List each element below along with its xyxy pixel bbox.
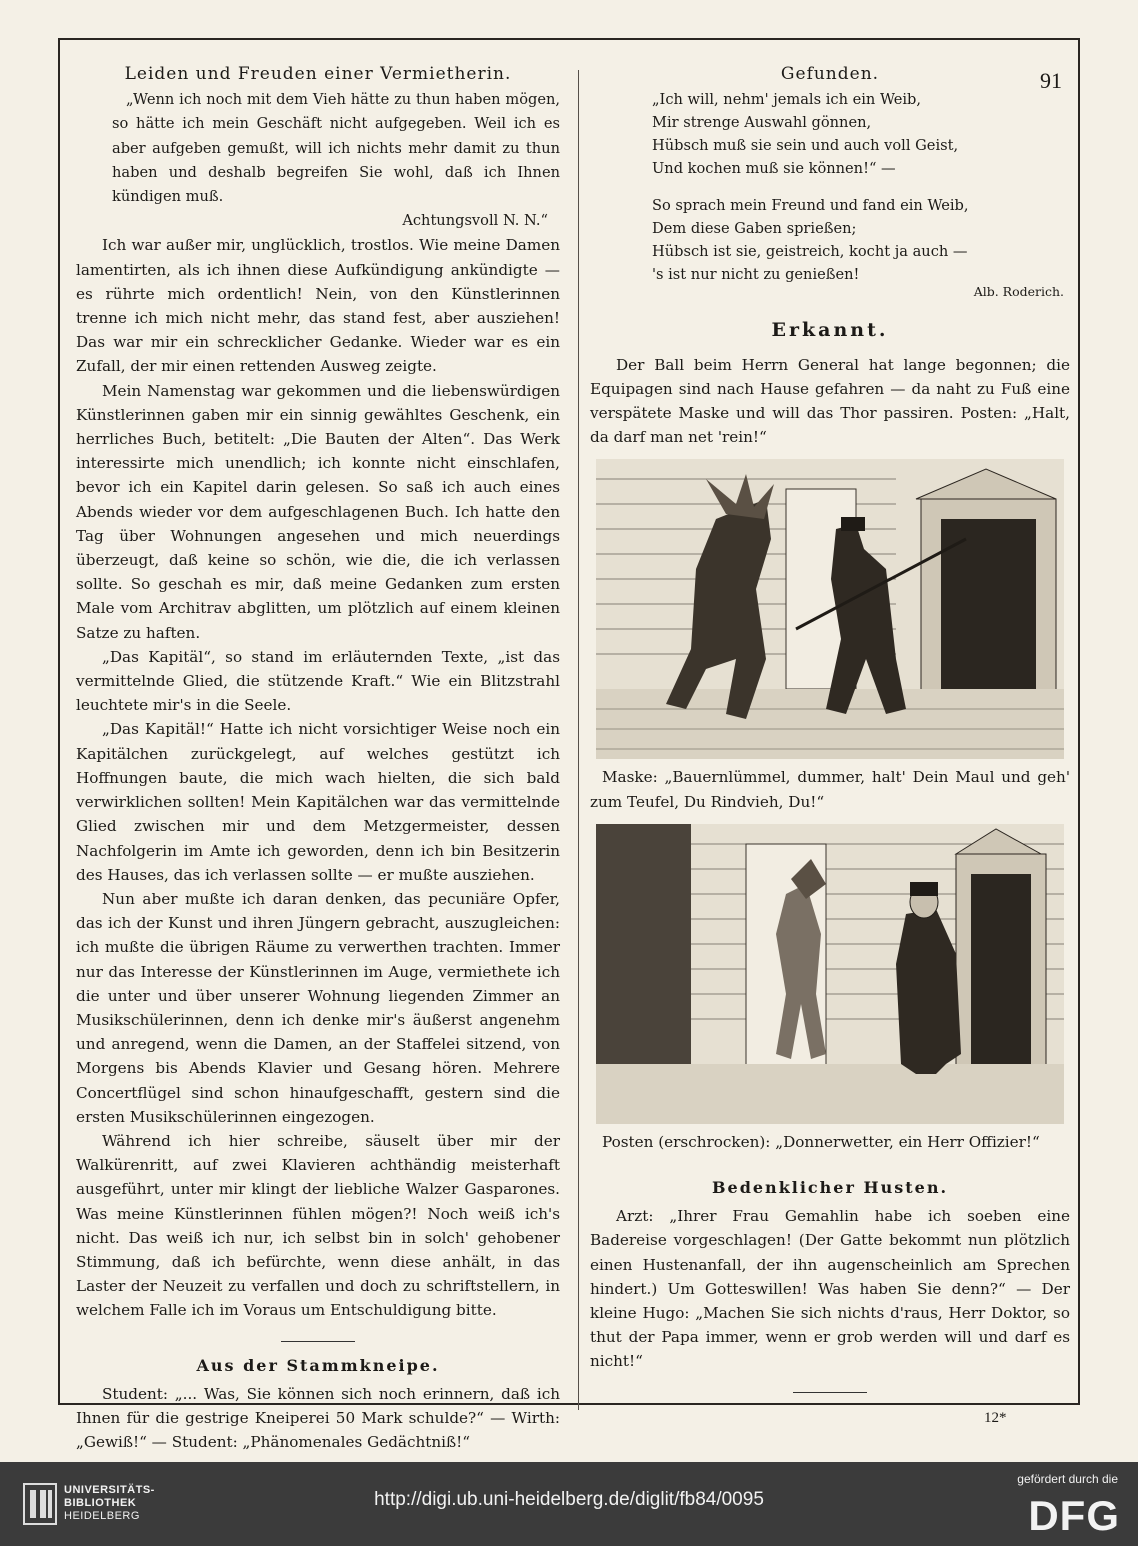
poem-line: So sprach mein Freund und fand ein Weib, — [652, 197, 969, 215]
husten-text: Arzt: „Ihrer Frau Gemahlin habe ich soeben eine Badereise vorgeschlagen! (Der Gatte bekommt nun plötzlich einen Hustenanfall, der ihn augenscheinlich am Sprechen hindert.) Um Gotteswillen! Was haben Sie denn?“ — Der kleine Hugo: „Machen Sie sich nichts d'raus, Herr Doktor, so thut der Papa immer, wenn er grob werden will und darf es nicht!“ — [590, 1207, 1070, 1371]
paragraph: Mein Namenstag war gekommen und die liebenswürdigen Künstlerinnen gaben mir ein sinnig gewähltes Geschenk, ein herrliches Buch, betitelt: „Die Bauten der Alten“. Das Werk interessirte mich unendlich; ich konnte nicht einschlafen, bevor ich ein Kapitel darin gelesen. So saß ich auch eines Abends wieder vor dem aufgeschlagenen Buch. Ich hatte den Tag über Wohnungen angesehen und mich neuerdings überzeugt, daß keine so schön, wie die, die ich verlassen sollte. So geschah es mir, daß meine Gedanken zum ersten Male vom Architrav abglitten, um plötzlich auf einem kleinen Satze zu haften. — [76, 381, 560, 642]
letter-signature: Achtungsvoll N. N.“ — [402, 212, 548, 230]
digital-url-link[interactable]: http://digi.ub.uni-heidelberg.de/diglit/fb84/0095 — [374, 1489, 764, 1510]
stammkneipe-title: Aus der Stammkneipe. — [196, 1355, 440, 1375]
illustration-guard-salutes — [596, 824, 1064, 1124]
poem-line: Mir strenge Auswahl gönnen, — [652, 114, 872, 132]
footer-bar — [0, 1462, 1138, 1546]
erkannt-title: Erkannt. — [771, 319, 889, 342]
running-title-left: Leiden und Freuden einer Vermietherin. — [124, 64, 512, 84]
section-rule — [793, 1392, 867, 1393]
dfg-logo: DFG — [1028, 1492, 1120, 1539]
running-title-right: Gefunden. — [780, 64, 880, 84]
poem-line: Hübsch ist sie, geistreich, kocht ja auch — — [652, 243, 968, 261]
poem-author: Alb. Roderich. — [973, 284, 1064, 300]
right-column — [590, 62, 1070, 1405]
paragraph: „Das Kapitäl“, so stand im erläuternden Texte, „ist das vermittelnde Glied, die stützende Kraft.“ Wie ein Blitzstrahl leuchtete mir's in die Seele. — [76, 647, 560, 715]
husten-title: Bedenklicher Husten. — [711, 1178, 949, 1198]
library-line: HEIDELBERG — [64, 1510, 140, 1522]
funding-label: gefördert durch die — [1017, 1472, 1118, 1486]
paragraph: „Das Kapitäl!“ Hatte ich nicht vorsichtiger Weise noch ein Kapitälchen zurückgelegt, auf welches gestützt ich Hoffnungen baute, die mich wach hielten, die sich bald verwirklichen sollten! Mein Kapitälchen war das vermittelnde Glied zwischen mir und dem Metzgermeister, dessen Nachfolgerin im Amte ich geworden, denn ich bin Besitzerin des Hauses, das ich verlassen sollte — er mußte ausziehen. — [76, 720, 560, 884]
letter-text: „Wenn ich noch mit dem Vieh hätte zu thun haben mögen, so hätte ich mein Geschäft nicht aufgegeben. Weil ich es aber aufgeben gemußt, will ich nichts mehr damit zu thun haben und deshalb begreifen Sie wohl, daß ich Ihnen kündigen muß. — [112, 91, 560, 206]
poem-line: „Ich will, nehm' jemals ich ein Weib, — [652, 91, 922, 109]
signature-mark: 12* — [984, 1410, 1007, 1426]
paragraph: Ich war außer mir, unglücklich, trostlos. Wie meine Damen lamentirten, als ich ihnen diese Aufkündigung ankündigte — es rührte mich ordentlich! Nein, von den Künstlerinnen trenne ich mich nicht mehr, das stand fest, aber ausziehen! Das war mir ein schrecklicher Gedanke. Wieder war es ein Zufall, der mir einen rettenden Ausweg zeigte. — [76, 236, 560, 376]
caption-1: Maske: „Bauernlümmel, dummer, halt' Dein Maul und geh' zum Teufel, Du Rindvieh, Du!“ — [590, 768, 1070, 811]
library-line: UNIVERSITÄTS- — [64, 1484, 155, 1496]
poem — [652, 88, 1070, 286]
illustration-mask-and-guard — [596, 459, 1064, 759]
poem-line: Dem diese Gaben sprießen; — [652, 220, 857, 238]
section-rule — [281, 1341, 355, 1342]
poem-line: 's ist nur nicht zu genießen! — [652, 266, 860, 284]
caption-2: Posten (erschrocken): „Donnerwetter, ein Herr Offizier!“ — [602, 1132, 1040, 1151]
erkannt-text: Der Ball beim Herrn General hat lange begonnen; die Equipagen sind nach Hause gefahren — da naht zu Fuß eine verspätete Maske und will das Thor passiren. Posten: „Halt, da darf man net 'rein!“ — [590, 355, 1070, 447]
column-divider — [578, 70, 579, 1410]
page-number: 91 — [1040, 68, 1062, 93]
library-line: BIBLIOTHEK — [64, 1497, 137, 1509]
paragraph: Während ich hier schreibe, säuselt über mir der Walkürenritt, auf zwei Klavieren achthändig meisterhaft ausgeführt, unter mir klingt der liebliche Walzer Gasparones. Was meine Künstlerinnen fühlen mögen?! Noch weiß ich's nicht. Das weiß ich nur, ich selbst bin in solch' gehobener Stimmung, daß ich befürchte, wenn diese anhält, in das Laster der Neuzeit zu verfallen und doch zu schriftstellern, in welchem Falle ich im Voraus um Entschuldigung bitte. — [76, 1131, 560, 1320]
poem-line: Hübsch muß sie sein und auch voll Geist, — [652, 137, 959, 155]
paragraph: Nun aber mußte ich daran denken, das pecuniäre Opfer, das ich der Kunst und ihren Jüngern gebracht, auszugleichen: ich mußte die übrigen Räume zu verwerthen trachten. Immer nur das Interesse der Künstlerinnen im Auge, vermiethete ich die unter und über unserer Wohnung liegenden Zimmer an Musikschülerinnen, denn ich denke mir's äußerst angenehm und anregend, wenn die Damen, an der Staffelei sitzend, von Morgens bis Abends Klavier und Gesang hören. Mehrere Concertflügel sind schon hinaufgeschafft, gestern sind die ersten Musikschülerinnen eingezogen. — [76, 889, 560, 1126]
left-column — [76, 62, 560, 1454]
poem-line: Und kochen muß sie können!“ — — [652, 160, 896, 178]
stammkneipe-text: Student: „... Was, Sie können sich noch erinnern, daß ich Ihnen für die gestrige Kneiperei 50 Mark schulde?“ — Wirth: „Gewiß!“ — Student: „Phänomenales Gedächtniß!“ — [76, 1384, 560, 1452]
